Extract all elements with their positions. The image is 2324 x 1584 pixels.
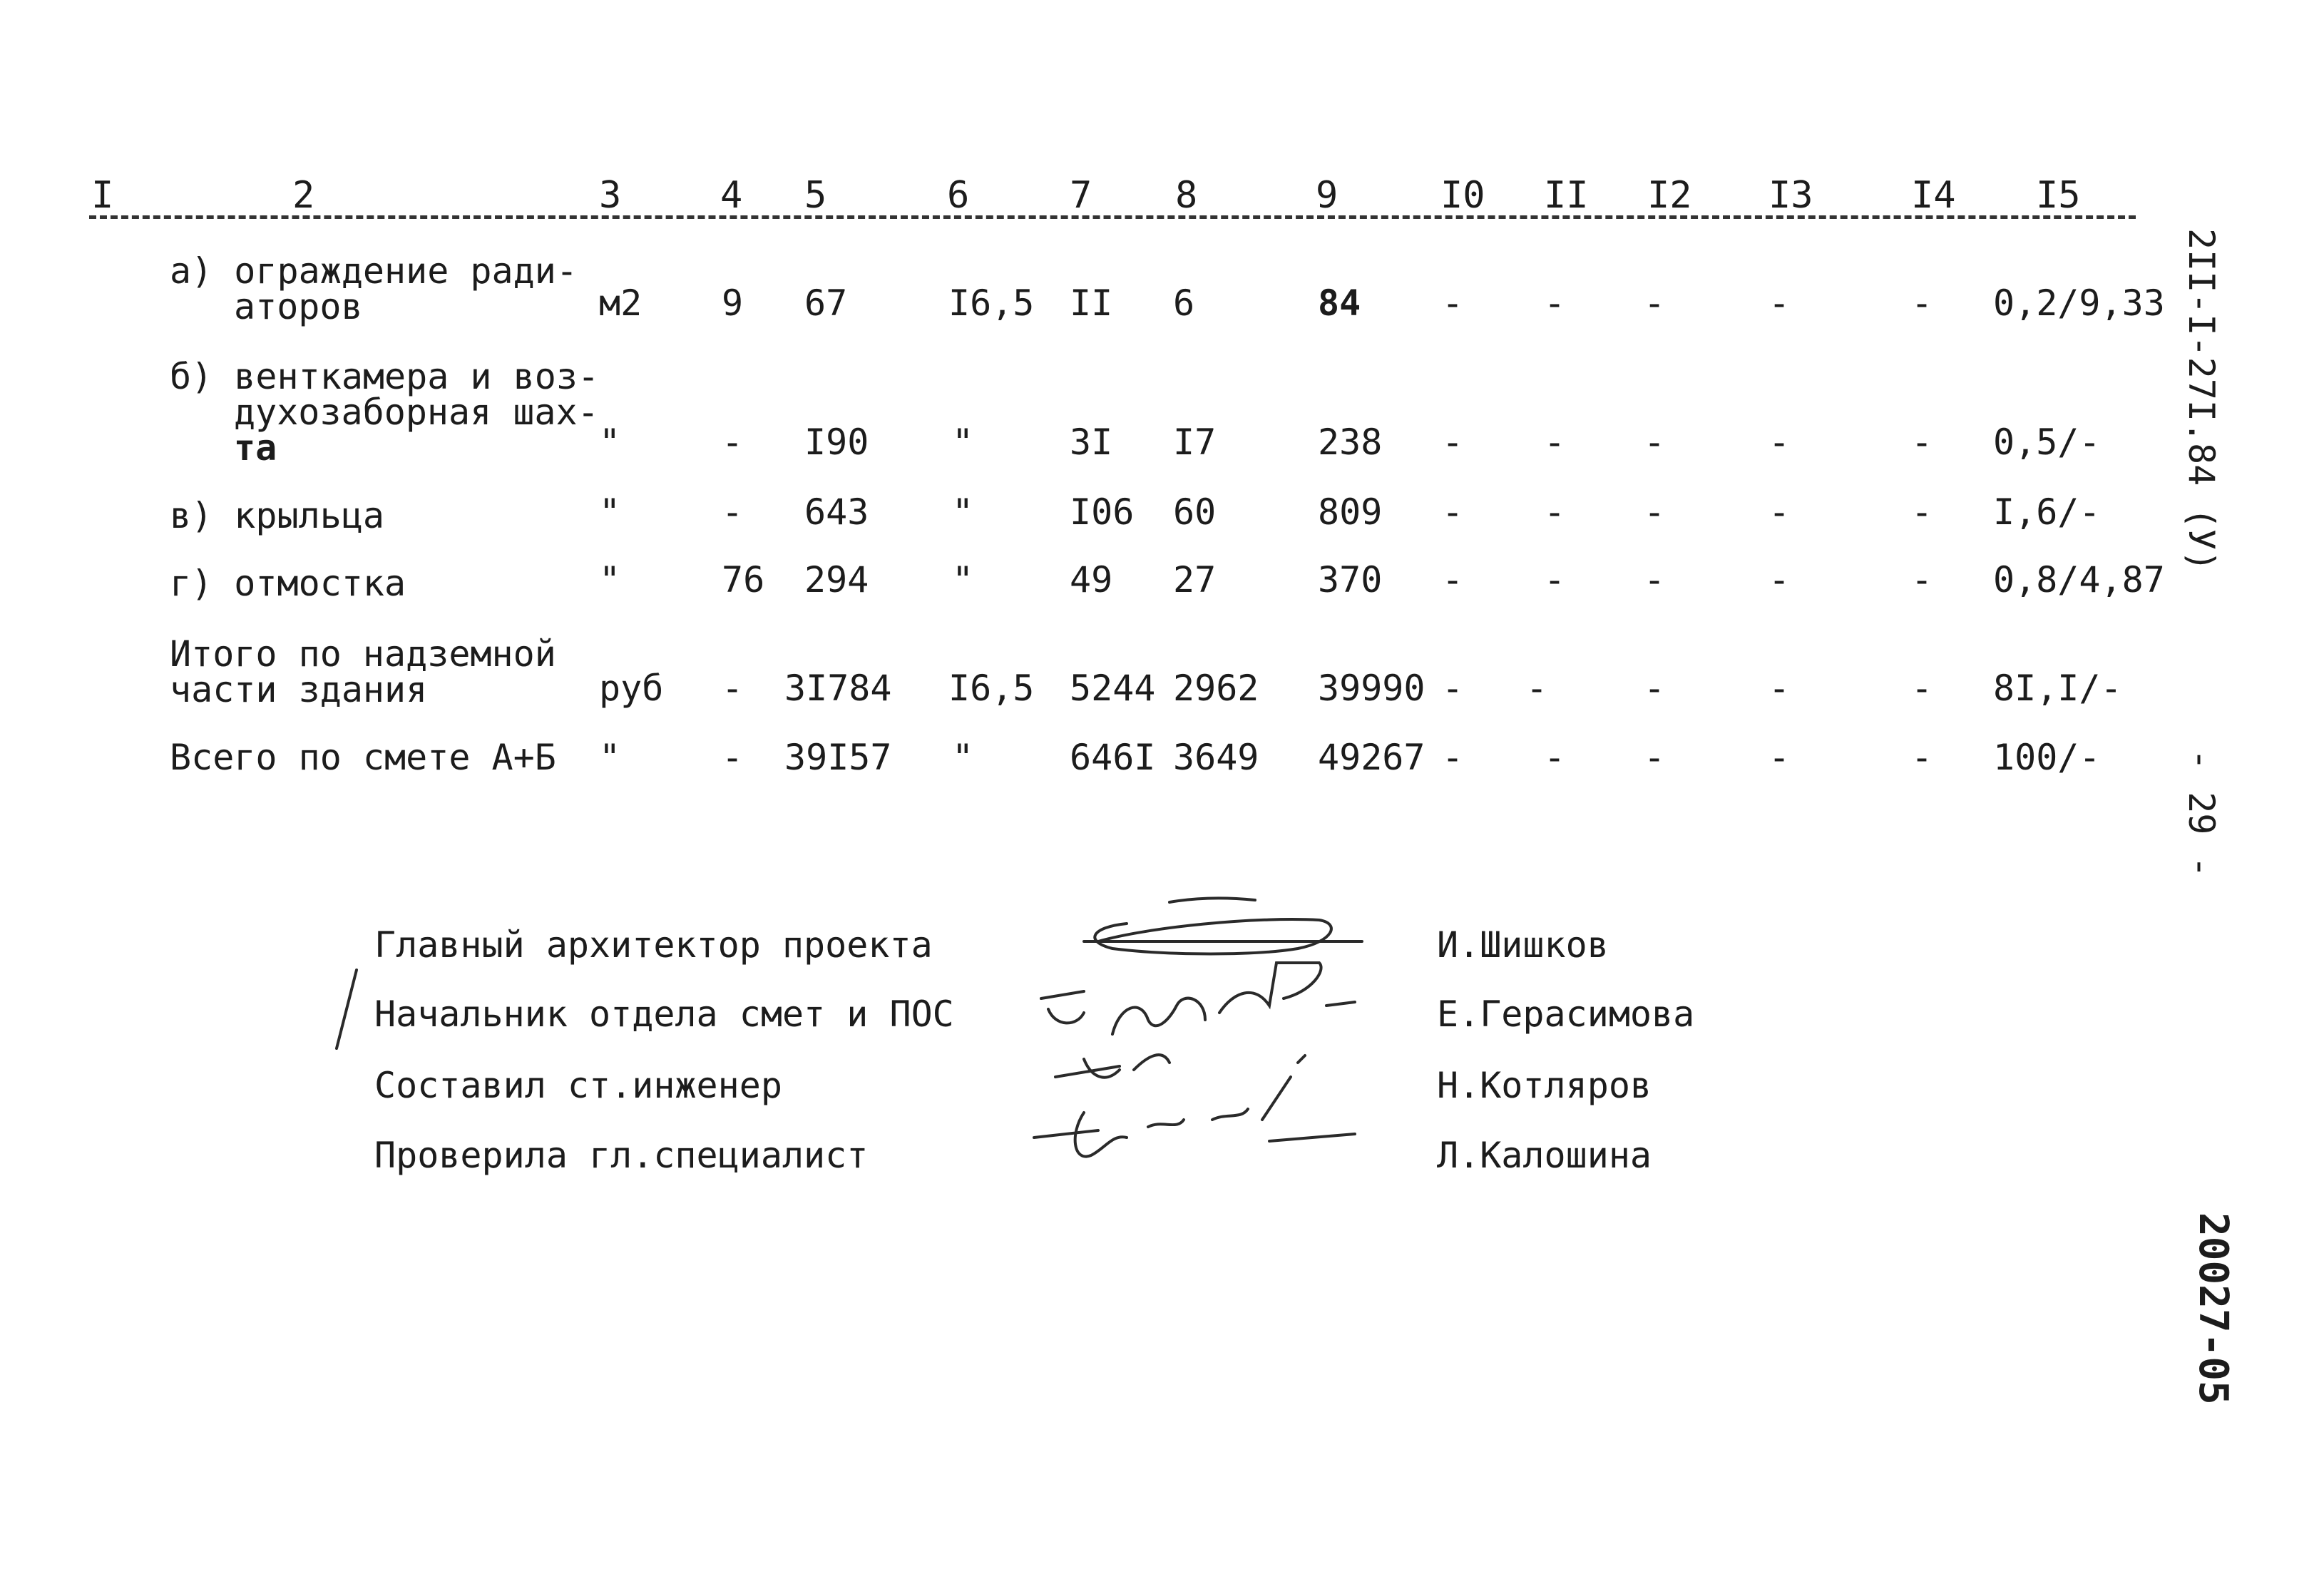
signer-role: Проверила гл.специалист — [374, 1135, 869, 1176]
cell-c9: 49267 — [1318, 737, 1425, 778]
cell-c5: 3I784 — [784, 668, 892, 709]
signer-role: Начальник отдела смет и ПОС — [374, 993, 954, 1035]
col-header-4: 4 — [720, 174, 743, 217]
cell-c8: 2962 — [1173, 668, 1259, 709]
cell-c14: - — [1911, 559, 1933, 601]
cell-c5: 643 — [804, 491, 869, 533]
cell-c12: - — [1644, 737, 1666, 778]
cell-c5: I90 — [804, 421, 869, 463]
cell-unit: руб — [599, 668, 664, 709]
cell-c15: 0,8/4,87 — [1993, 559, 2165, 601]
cell-c6: " — [952, 491, 974, 533]
cell-c10: - — [1442, 421, 1464, 463]
cell-c7: 646I — [1070, 737, 1156, 778]
cell-c4: - — [722, 421, 744, 463]
row-name-line: части здания — [170, 669, 428, 710]
cell-c11: - — [1544, 421, 1566, 463]
cell-c12: - — [1644, 559, 1666, 601]
cell-c14: - — [1911, 282, 1933, 324]
cell-c12: - — [1644, 282, 1666, 324]
cell-c6: " — [952, 421, 974, 463]
cell-c7: 5244 — [1070, 668, 1156, 709]
cell-c6: I6,5 — [948, 668, 1035, 709]
signer-name: Е.Герасимова — [1437, 993, 1695, 1035]
cell-c14: - — [1911, 491, 1933, 533]
cell-c15: 100/- — [1993, 737, 2101, 778]
cell-c4: - — [722, 491, 744, 533]
signer-role: Главный архитектор проекта — [374, 924, 933, 966]
cell-c15: 0,2/9,33 — [1993, 282, 2165, 324]
inventory-number: 20027-05 — [2190, 1212, 2236, 1405]
cell-unit: м2 — [599, 282, 643, 324]
cell-c8: 60 — [1173, 491, 1217, 533]
col-header-7: 7 — [1070, 174, 1092, 217]
cell-unit: " — [599, 491, 621, 533]
col-header-1: I — [91, 174, 114, 217]
cell-c14: - — [1911, 668, 1933, 709]
row-name-line: а) ограждение ради- — [170, 250, 578, 292]
cell-c4: 76 — [722, 559, 765, 601]
cell-c12: - — [1644, 421, 1666, 463]
col-header-6: 6 — [947, 174, 970, 217]
col-header-15: I5 — [2036, 174, 2081, 217]
cell-c10: - — [1442, 282, 1464, 324]
cell-c13: - — [1768, 737, 1791, 778]
col-header-2: 2 — [292, 174, 315, 217]
row-name-line: Итого по надземной — [170, 633, 556, 675]
col-header-13: I3 — [1768, 174, 1813, 217]
row-name-line: аторов — [234, 286, 363, 327]
cell-c9: 238 — [1318, 421, 1383, 463]
cell-c8: 27 — [1173, 559, 1217, 601]
col-header-5: 5 — [804, 174, 827, 217]
cell-c13: - — [1768, 491, 1791, 533]
cell-c6: I6,5 — [948, 282, 1035, 324]
cell-c9: 39990 — [1318, 668, 1425, 709]
row-name-line: духозаборная шах- — [234, 392, 599, 433]
cell-c14: - — [1911, 421, 1933, 463]
signer-name: Н.Котляров — [1437, 1065, 1652, 1106]
document-code: 2II-I-27I.84 (У) — [2181, 228, 2222, 572]
cell-c15: 0,5/- — [1993, 421, 2101, 463]
signer-name: Л.Калошина — [1437, 1135, 1652, 1176]
col-header-3: 3 — [599, 174, 622, 217]
row-name-line: Всего по смете А+Б — [170, 737, 556, 778]
cell-c7: II — [1070, 282, 1113, 324]
cell-c15: 8I,I/- — [1993, 668, 2122, 709]
cell-c10: - — [1442, 559, 1464, 601]
col-header-9: 9 — [1316, 174, 1338, 217]
handwritten-signatures — [328, 884, 1412, 1198]
cell-c7: 3I — [1070, 421, 1113, 463]
cell-c9: 809 — [1318, 491, 1383, 533]
cell-c5: 294 — [804, 559, 869, 601]
cell-unit: " — [599, 421, 621, 463]
cell-c9: 84 — [1318, 282, 1361, 324]
cell-c11: - — [1544, 737, 1566, 778]
cell-c5: 67 — [804, 282, 848, 324]
row-name-line: б) венткамера и воз- — [170, 356, 600, 397]
row-name-line: в) крыльца — [170, 495, 385, 536]
row-name-line: та — [234, 427, 277, 469]
cell-c5: 39I57 — [784, 737, 892, 778]
cell-c10: - — [1442, 491, 1464, 533]
row-name-line: г) отмостка — [170, 563, 406, 604]
cell-c8: 6 — [1173, 282, 1195, 324]
signer-name: И.Шишков — [1437, 924, 1609, 966]
cell-c9: 370 — [1318, 559, 1383, 601]
cell-c7: 49 — [1070, 559, 1113, 601]
cell-c8: I7 — [1173, 421, 1217, 463]
cell-c12: - — [1644, 668, 1666, 709]
cell-c15: I,6/- — [1993, 491, 2101, 533]
cell-unit: " — [599, 559, 621, 601]
cell-c14: - — [1911, 737, 1933, 778]
signer-role: Составил ст.инженер — [374, 1065, 782, 1106]
cell-c13: - — [1768, 421, 1791, 463]
cell-c11: - — [1544, 559, 1566, 601]
col-header-12: I2 — [1647, 174, 1692, 217]
cell-c11: - — [1544, 491, 1566, 533]
cell-c8: 3649 — [1173, 737, 1259, 778]
col-header-10: I0 — [1440, 174, 1485, 217]
cell-c11: - — [1526, 668, 1548, 709]
cell-c4: 9 — [722, 282, 744, 324]
cell-unit: " — [599, 737, 621, 778]
cell-c10: - — [1442, 668, 1464, 709]
page-number: - 29 - — [2181, 749, 2222, 878]
col-header-8: 8 — [1175, 174, 1198, 217]
cell-c4: - — [722, 737, 744, 778]
cell-c6: " — [952, 737, 974, 778]
cell-c13: - — [1768, 559, 1791, 601]
cell-c6: " — [952, 559, 974, 601]
header-underline — [89, 215, 2136, 219]
cell-c10: - — [1442, 737, 1464, 778]
col-header-11: II — [1544, 174, 1589, 217]
cell-c11: - — [1544, 282, 1566, 324]
cell-c4: - — [722, 668, 744, 709]
cell-c13: - — [1768, 668, 1791, 709]
cell-c12: - — [1644, 491, 1666, 533]
cell-c13: - — [1768, 282, 1791, 324]
cell-c7: I06 — [1070, 491, 1135, 533]
col-header-14: I4 — [1911, 174, 1956, 217]
